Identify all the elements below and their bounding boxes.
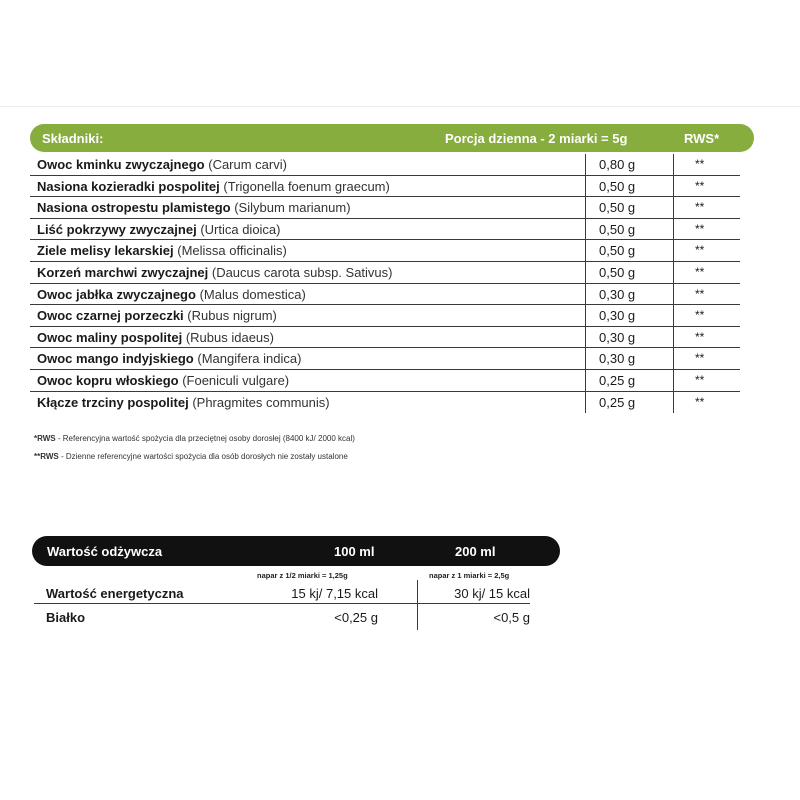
nutrition-sub-col2: napar z 1 miarki = 2,5g [429,571,510,580]
top-background-band [0,0,800,107]
ingredient-latin-name: (Daucus carota subsp. Sativus) [211,264,393,280]
rws-header-label: RWS* [684,131,720,146]
nutrition-row-protein [32,604,560,628]
ingredient-amount: 0,50 g [599,243,636,259]
ingredient-name [37,395,330,410]
ingredient-common-name: Kłącze trzciny pospolitej [37,394,189,410]
ingredient-name [37,157,287,172]
ingredient-amount: 0,30 g [599,329,636,345]
nutrition-table [32,536,560,628]
ingredient-name [37,308,277,323]
ingredient-row [30,284,754,306]
ingredient-row [30,370,754,392]
nutrition-col-200ml-label: 200 ml [455,544,496,559]
ingredient-latin-name: (Malus domestica) [199,286,306,302]
nutrition-col-100ml-label: 100 ml [334,544,375,559]
ingredient-rws: ** [695,200,705,215]
ingredient-rws: ** [695,264,705,279]
ingredient-amount: 0,50 g [599,200,636,216]
ingredient-rws: ** [695,243,705,258]
nutrition-row-value-100ml: 15 kj/ 7,15 kcal [291,586,378,601]
footnote-rws-2: **RWS - Dzienne referencyjne wartości spożycia dla osób dorosłych nie zostały ustalone [34,452,348,461]
ingredient-latin-name: (Urtica dioica) [200,221,281,237]
ingredient-amount: 0,50 g [599,264,636,280]
ingredient-rws: ** [695,372,705,387]
ingredient-name [37,373,289,388]
ingredient-row [30,305,754,327]
ingredient-name [37,179,390,194]
nutrition-header-label: Wartość odżywcza [47,544,163,559]
ingredient-amount: 0,25 g [599,372,636,388]
ingredient-common-name: Owoc kminku zwyczajnego [37,157,205,172]
ingredient-rws: ** [695,329,705,344]
ingredient-name [37,265,393,280]
ingredient-latin-name: (Phragmites communis) [192,394,330,410]
ingredient-common-name: Owoc mango indyjskiego [37,351,194,367]
ingredient-row [30,219,754,241]
ingredient-row [30,154,754,176]
ingredient-rws: ** [695,308,705,323]
ingredient-amount: 0,50 g [599,221,636,237]
ingredient-latin-name: (Rubus nigrum) [187,308,277,324]
ingredient-rws: ** [695,394,705,409]
ingredient-common-name: Ziele melisy lekarskiej [37,243,174,259]
ingredient-common-name: Nasiona ostropestu plamistego [37,200,231,216]
ingredient-latin-name: (Foeniculi vulgare) [182,372,290,388]
ingredient-row [30,262,754,284]
ingredient-row [30,392,754,414]
nutrition-row-name: Białko [46,610,86,625]
nutrition-row-energy [32,580,560,604]
nutrition-row-value-200ml: 30 kj/ 15 kcal [454,586,530,601]
nutrition-table-header [32,536,560,566]
ingredient-latin-name: (Trigonella foenum graecum) [223,178,390,194]
ingredient-latin-name: (Rubus idaeus) [185,329,274,345]
ingredient-amount: 0,25 g [599,394,636,410]
ingredient-amount: 0,30 g [599,286,636,302]
ingredient-row [30,327,754,349]
ingredient-rws: ** [695,157,705,171]
ingredient-amount: 0,50 g [599,178,636,194]
ingredient-row [30,197,754,219]
ingredient-common-name: Owoc kopru włoskiego [37,372,179,388]
rws-footnotes [34,434,355,470]
nutrition-subheader [32,566,560,580]
ingredients-header-label: Składniki: [42,131,104,146]
ingredient-common-name: Owoc maliny pospolitej [37,329,183,345]
ingredient-rws: ** [695,286,705,301]
ingredients-table [30,124,754,413]
ingredient-name [37,330,274,345]
ingredient-name [37,200,351,215]
ingredient-latin-name: (Melissa officinalis) [177,243,287,259]
nutrition-row-value-200ml: <0,5 g [493,610,530,625]
footnote-rws-1: *RWS - Referencyjna wartość spożycia dla przeciętnej osoby dorosłej (8400 kJ/ 2000 kcal) [34,434,355,443]
nutrition-sub-col1: napar z 1/2 miarki = 1,25g [257,571,348,580]
ingredient-row [30,240,754,262]
nutrition-column-divider [417,580,418,630]
ingredient-name [37,222,281,237]
ingredient-name [37,243,287,258]
ingredient-latin-name: (Carum carvi) [208,157,287,172]
ingredient-amount: 0,80 g [599,157,636,172]
ingredient-common-name: Liść pokrzywy zwyczajnej [37,221,197,237]
ingredient-common-name: Nasiona kozieradki pospolitej [37,178,220,194]
ingredient-latin-name: (Mangifera indica) [197,351,302,367]
nutrition-row-name: Wartość energetyczna [46,586,184,601]
ingredient-row [30,176,754,198]
ingredient-rws: ** [695,351,705,366]
daily-portion-header-label: Porcja dzienna - 2 miarki = 5g [445,131,628,146]
ingredient-rws: ** [695,221,705,236]
ingredient-name [37,287,306,302]
ingredient-amount: 0,30 g [599,308,636,324]
ingredient-common-name: Owoc czarnej porzeczki [37,308,184,324]
ingredients-table-header [30,124,754,152]
ingredient-common-name: Korzeń marchwi zwyczajnej [37,264,209,280]
nutrition-row-value-100ml: <0,25 g [334,610,378,625]
ingredient-name [37,351,301,366]
ingredient-amount: 0,30 g [599,351,636,367]
ingredient-latin-name: (Silybum marianum) [234,200,351,216]
ingredient-common-name: Owoc jabłka zwyczajnego [37,286,196,302]
ingredient-rws: ** [695,178,705,193]
ingredient-row [30,348,754,370]
ingredients-rows [30,154,754,413]
